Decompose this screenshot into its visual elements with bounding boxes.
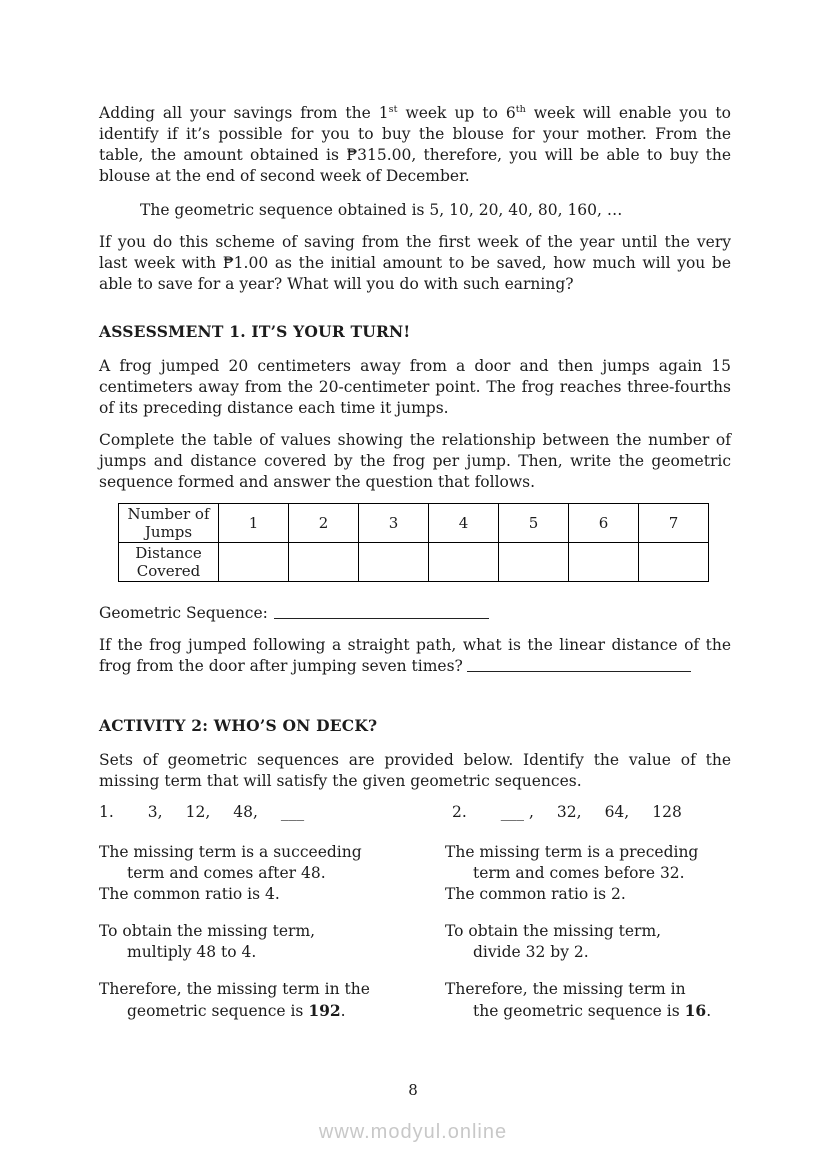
solution-column-1	[99, 842, 445, 1022]
table-header-distance-covered: Distance Covered	[119, 543, 219, 582]
col2-line: divide 32 by 2.	[473, 943, 589, 961]
assessment-heading: ASSESSMENT 1. IT’S YOUR TURN!	[99, 322, 411, 341]
col2-line: The common ratio is 2.	[445, 885, 626, 903]
table-cell-distance-6	[569, 543, 639, 582]
table-cell-jump-2: 2	[289, 504, 359, 543]
item-2-missing-term-blank: ___ ,	[500, 803, 534, 821]
geometric-sequence-answer-blank	[274, 606, 489, 619]
geometric-sequence-label: Geometric Sequence:	[99, 604, 268, 622]
col2-line: The missing term is a preceding	[445, 843, 699, 861]
table-cell-distance-4	[429, 543, 499, 582]
ordinal-superscript-st: st	[388, 103, 398, 115]
item-1-term-3: 48,	[233, 803, 258, 821]
col1-line: Therefore, the missing term in the	[99, 980, 370, 998]
table-header-number-of-jumps: Number of Jumps	[119, 504, 219, 543]
intro-paragraph	[99, 103, 731, 187]
col2-answer-suffix: .	[706, 1002, 712, 1020]
col2-answer-line	[445, 1000, 731, 1022]
col2-line: term and comes before 32.	[473, 864, 685, 882]
item-2-term-3: 64,	[604, 803, 630, 821]
intro-text-a: Adding all your savings from the 1	[99, 104, 389, 122]
col1-line: The missing term is a succeeding	[99, 843, 362, 861]
col2-answer-value: 16	[684, 1001, 707, 1020]
table-cell-distance-2	[289, 543, 359, 582]
sequence-obtained-line: The geometric sequence obtained is 5, 10, 20, 40, 80, 160, …	[140, 201, 623, 219]
col1-line: term and comes after 48.	[127, 864, 326, 882]
intro-text-c: week will enable you to identify if it’s possible for you to buy the blouse for your mother. From the table, the amount obtained is ₱315.00, therefore, you will be able to buy the blouse at the end of second week of December.	[99, 104, 731, 185]
sequence-item-1	[99, 802, 452, 823]
intro-text-b: week up to 6	[397, 104, 516, 122]
table-row-number-of-jumps	[119, 504, 709, 543]
solution-column-2	[445, 842, 731, 1022]
saving-scheme-paragraph: If you do this scheme of saving from the first week of the year until the very last week with ₱1.00 as the initial amount to be saved, how much will you be able to save for a year? What will you do with such earning?	[99, 233, 731, 293]
table-cell-distance-5	[499, 543, 569, 582]
col2-answer-prefix: the geometric sequence is	[473, 1002, 685, 1020]
linear-distance-question	[99, 635, 731, 677]
frog-problem-paragraph: A frog jumped 20 centimeters away from a door and then jumps again 15 centimeters away from the 20-centimeter point. The frog reaches three-fourths of its preceding distance each time it jumps.	[99, 357, 731, 417]
table-cell-distance-1	[219, 543, 289, 582]
item-2-term-2: 32,	[556, 803, 582, 821]
col1-answer-suffix: .	[340, 1002, 346, 1020]
item-2-number: 2.	[452, 803, 467, 821]
table-cell-distance-7	[639, 543, 709, 582]
geometric-sequence-line	[99, 603, 731, 624]
table-row-distance-covered	[119, 543, 709, 582]
watermark: www.modyul.online	[318, 1121, 508, 1143]
item-1-number: 1.	[99, 803, 114, 821]
item-1-missing-term-blank: ___	[280, 803, 305, 821]
table-cell-jump-7: 7	[639, 504, 709, 543]
sequence-items-row	[99, 802, 731, 823]
table-instructions-paragraph: Complete the table of values showing the relationship between the number of jumps and distance covered by the frog per jump. Then, write the geometric sequence formed and answer the question that follows.	[99, 431, 731, 491]
activity-intro-paragraph: Sets of geometric sequences are provided below. Identify the value of the missing term that will satisfy the given geometric sequences.	[99, 751, 731, 790]
table-cell-jump-6: 6	[569, 504, 639, 543]
col1-answer-prefix: geometric sequence is	[127, 1002, 309, 1020]
table-cell-distance-3	[359, 543, 429, 582]
col1-answer-value: 192	[308, 1001, 341, 1020]
jumps-table	[118, 503, 709, 582]
col1-answer-line	[99, 1000, 445, 1022]
activity-heading: ACTIVITY 2: WHO’S ON DECK?	[99, 716, 378, 735]
linear-distance-question-text: If the frog jumped following a straight path, what is the linear distance of the frog from the door after jumping seven times?	[99, 636, 731, 675]
linear-distance-answer-blank	[467, 659, 691, 672]
table-cell-jump-5: 5	[499, 504, 569, 543]
solution-columns	[99, 842, 731, 1022]
col2-line: Therefore, the missing term in	[445, 980, 686, 998]
table-cell-jump-3: 3	[359, 504, 429, 543]
col1-line: To obtain the missing term,	[99, 922, 316, 940]
col2-line: To obtain the missing term,	[445, 922, 662, 940]
page-number: 8	[408, 1081, 418, 1099]
col1-line: The common ratio is 4.	[99, 885, 280, 903]
table-cell-jump-1: 1	[219, 504, 289, 543]
ordinal-superscript-th: th	[515, 103, 526, 115]
sequence-item-2	[452, 802, 682, 823]
table-cell-jump-4: 4	[429, 504, 499, 543]
col1-line: multiply 48 to 4.	[127, 943, 257, 961]
item-1-term-2: 12,	[185, 803, 211, 821]
item-1-term-1: 3,	[147, 803, 163, 821]
item-2-term-4: 128	[652, 803, 682, 821]
